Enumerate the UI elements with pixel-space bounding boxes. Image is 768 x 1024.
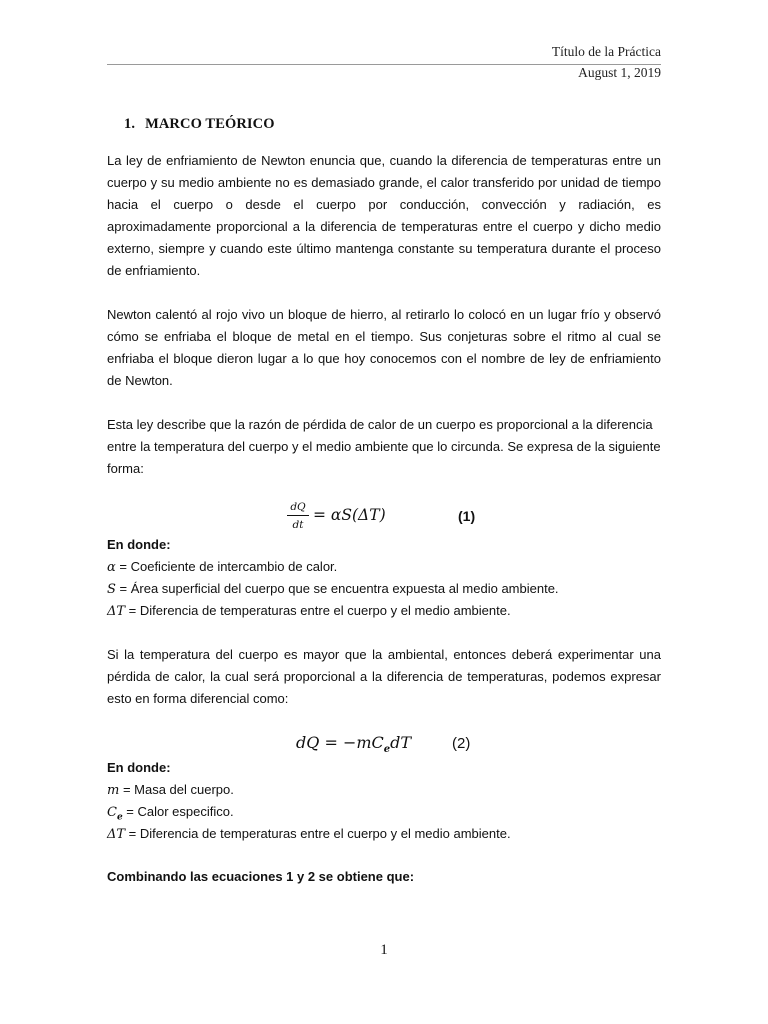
section-title: MARCO TEÓRICO bbox=[145, 116, 275, 132]
symbol-c: C bbox=[107, 805, 117, 820]
equation-2-subscript: e bbox=[383, 744, 391, 756]
symbol-s: S bbox=[107, 582, 116, 597]
paragraph-newton-history: Newton calentó al rojo vivo un bloque de hierro, al retirarlo lo colocó en un lugar frío y observó cómo se enfriaba el bloque de metal en el tiempo. Sus conjeturas sobre el ritmo al cual se enfriaba el bloque dieron lugar a lo que hoy conocemos con el nombre de ley de enfriamiento de Newton. bbox=[107, 307, 661, 388]
symbol-alpha: α bbox=[107, 560, 116, 575]
definition-delta-t-text: = Diferencia de temperaturas entre el cuerpo y el medio ambiente. bbox=[125, 603, 511, 618]
definition-m bbox=[107, 779, 234, 802]
equation-1-rhs: = αS(ΔT) bbox=[313, 506, 386, 524]
paragraph-law-description: Esta ley describe que la razón de pérdida de calor de un cuerpo es proporcional a la diferencia entre la temperatura del cuerpo y el medio ambiente que lo circunda. Se expresa de la siguiente forma: bbox=[107, 417, 661, 476]
symbol-m: m bbox=[107, 783, 120, 798]
definition-s-text: = Área superficial del cuerpo que se encuentra expuesta al medio ambiente. bbox=[115, 581, 559, 596]
equation-1-number: (1) bbox=[458, 508, 476, 524]
section-heading bbox=[124, 116, 275, 133]
page-number: 1 bbox=[380, 942, 388, 958]
header-date: August 1, 2019 bbox=[578, 65, 661, 80]
symbol-c-subscript: e bbox=[116, 812, 123, 823]
symbol-delta-t: ΔT bbox=[107, 604, 126, 619]
equation-2-tail: dT bbox=[390, 733, 412, 752]
definition-s bbox=[107, 578, 559, 601]
paragraph-heat-loss: Si la temperatura del cuerpo es mayor que la ambiental, entonces deberá experimentar una pérdida de calor, la cual será proporcional a la diferencia de temperaturas, podemos expresar esto en forma diferencial como: bbox=[107, 647, 661, 706]
definition-ce-text: = Calor especifico. bbox=[122, 804, 234, 819]
paragraph-newton-law: La ley de enfriamiento de Newton enuncia que, cuando la diferencia de temperaturas entre un cuerpo y su medio ambiente no es demasiado grande, el calor transferido por unidad de tiempo hacia el cuerpo o desde el cuerpo por conducción, convección y radiación, es aproximadamente proporcional a la diferencia de temperaturas entre el cuerpo y dicho medio externo, siempre y cuando este último mantenga constante su temperatura durante el proceso de enfriamiento. bbox=[107, 153, 661, 278]
symbol-delta-t-2: ΔT bbox=[107, 827, 126, 842]
definition-alpha bbox=[107, 556, 337, 579]
where-label-1: En donde: bbox=[107, 537, 171, 552]
where-label-2: En donde: bbox=[107, 760, 171, 775]
equation-2 bbox=[296, 733, 411, 755]
equation-2-number: (2) bbox=[452, 735, 471, 752]
definition-delta-t-2 bbox=[107, 823, 511, 846]
equation-2-lhs: dQ = −mC bbox=[296, 733, 384, 752]
header-title: Título de la Práctica bbox=[551, 44, 661, 59]
fraction-bar bbox=[287, 515, 309, 516]
definition-delta-t bbox=[107, 600, 511, 623]
section-number: 1. bbox=[124, 116, 136, 132]
definition-m-text: = Masa del cuerpo. bbox=[119, 782, 234, 797]
fraction-dq-dt bbox=[287, 500, 309, 532]
closing-sentence: Combinando las ecuaciones 1 y 2 se obtiene que: bbox=[107, 869, 415, 884]
definition-alpha-text: = Coeficiente de intercambio de calor. bbox=[115, 559, 338, 574]
fraction-numerator: dQ bbox=[290, 501, 306, 513]
fraction-denominator: dt bbox=[292, 519, 304, 531]
definition-delta-t-2-text: = Diferencia de temperaturas entre el cuerpo y el medio ambiente. bbox=[125, 826, 511, 841]
